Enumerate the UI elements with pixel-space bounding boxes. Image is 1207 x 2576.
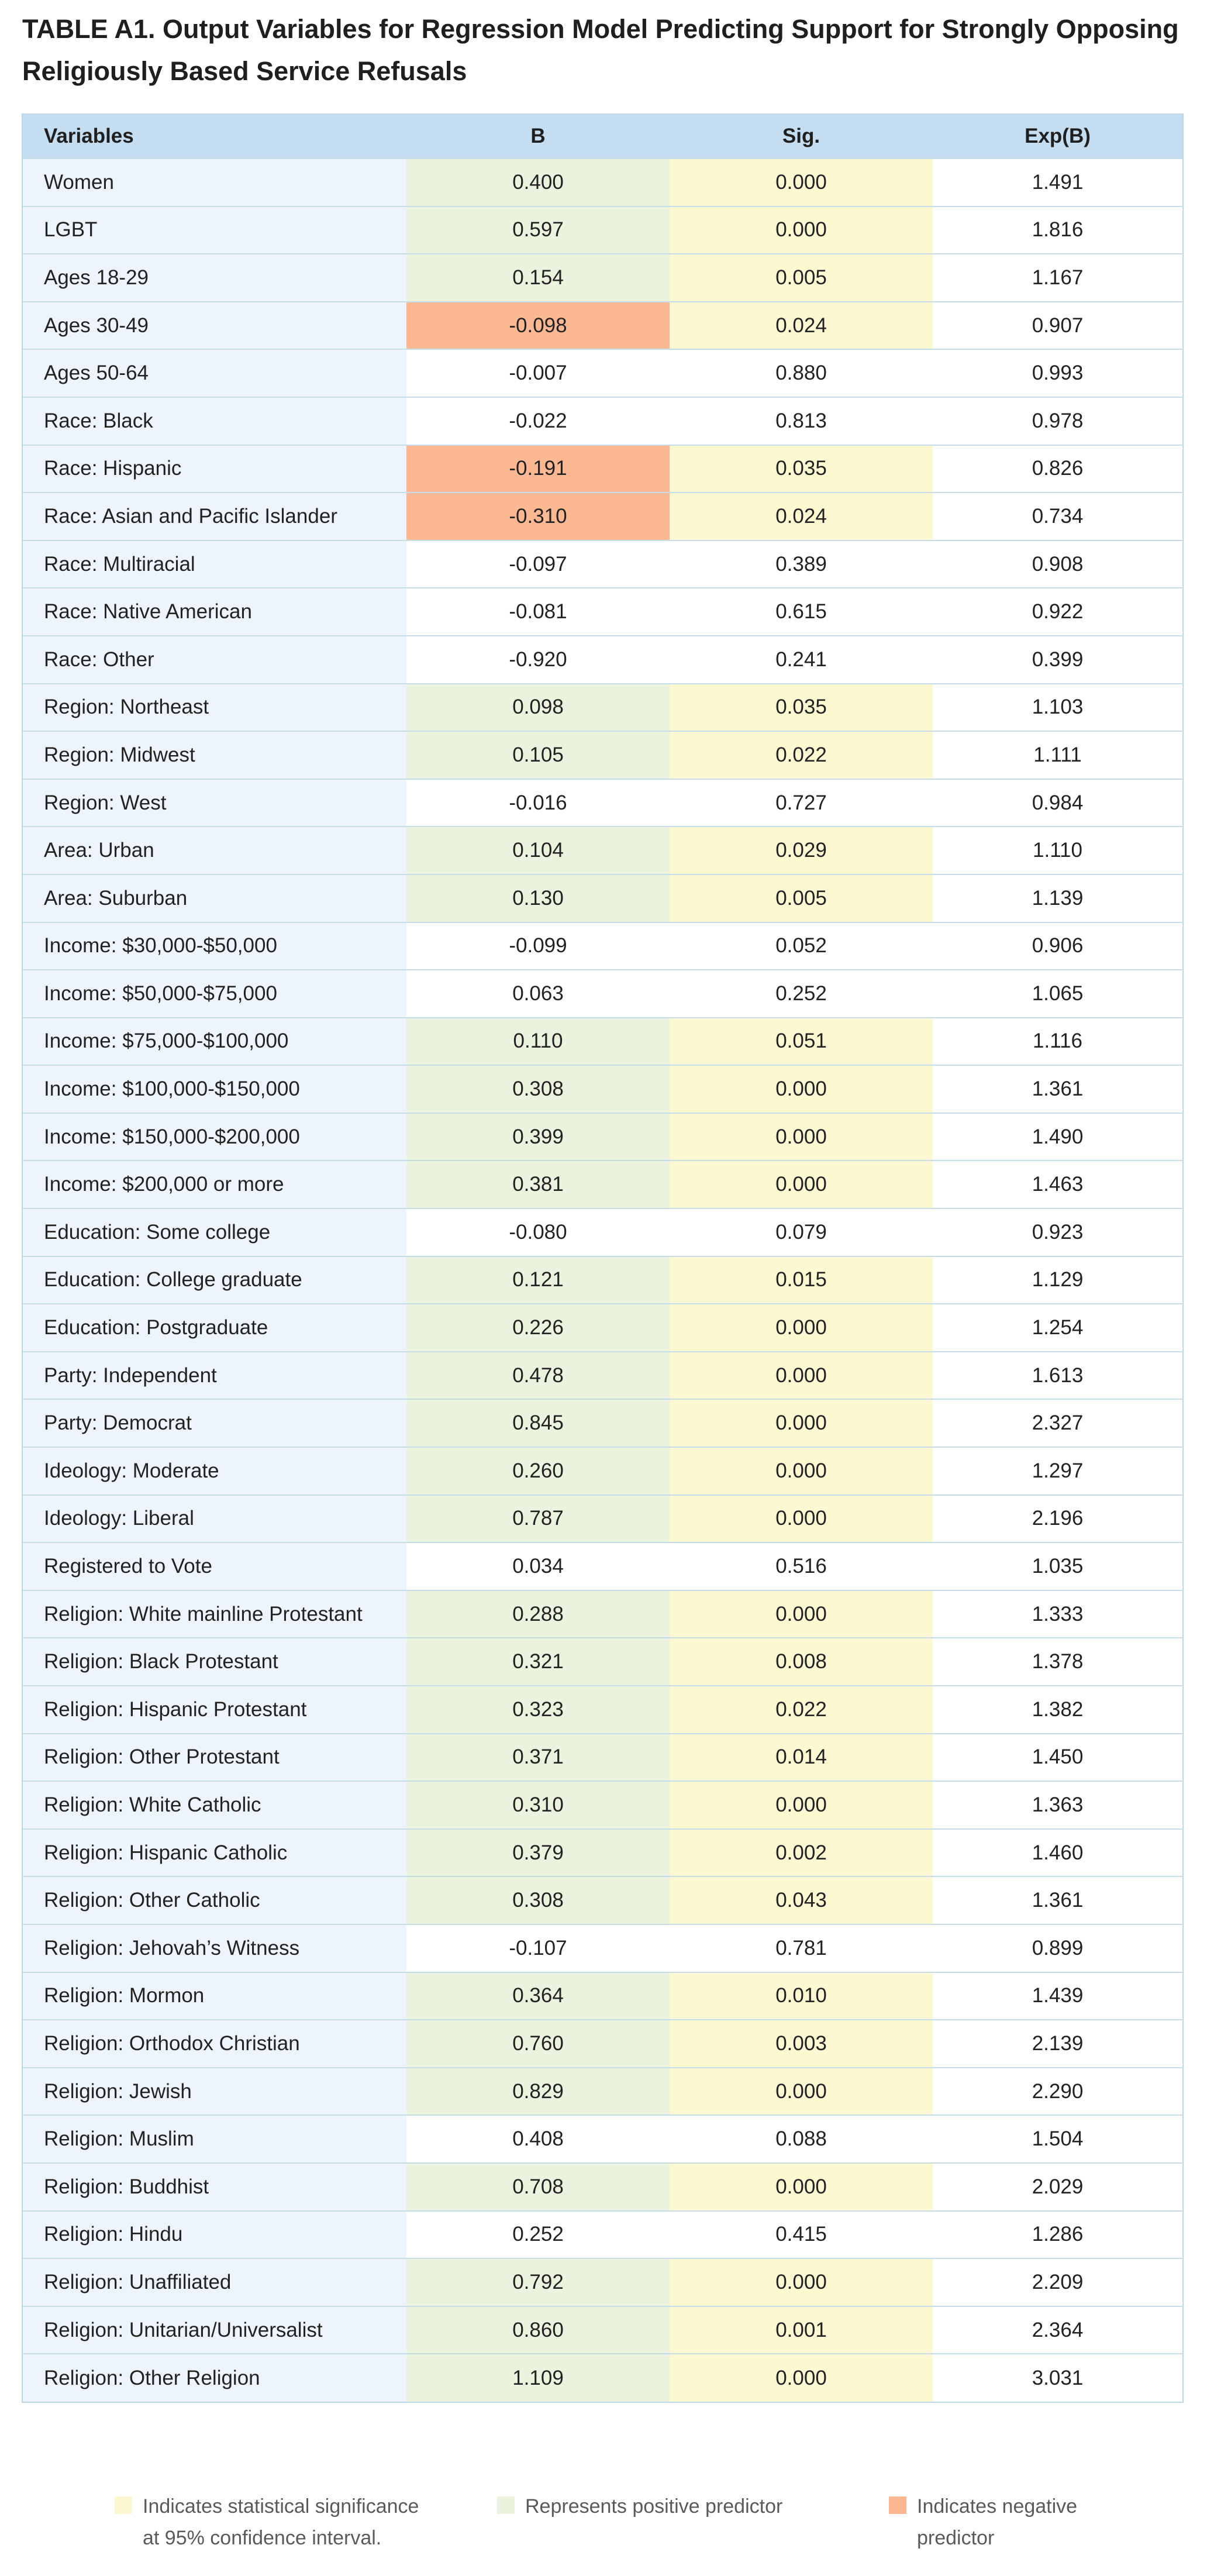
- cell-variable: Region: Northeast: [23, 684, 406, 732]
- cell-expb: 2.196: [933, 1495, 1182, 1543]
- cell-expb: 0.399: [933, 636, 1182, 684]
- table-row: [23, 1160, 1182, 1208]
- cell-variable: LGBT: [23, 206, 406, 254]
- cell-sig: 0.415: [670, 2211, 933, 2259]
- cell-b: 0.792: [406, 2258, 670, 2306]
- cell-variable: Religion: Other Religion: [23, 2354, 406, 2402]
- cell-expb: 1.460: [933, 1829, 1182, 1877]
- table-row: [23, 1972, 1182, 2020]
- cell-sig: 0.022: [670, 731, 933, 779]
- cell-variable: Income: $50,000-$75,000: [23, 970, 406, 1018]
- cell-sig: 0.000: [670, 1781, 933, 1829]
- cell-variable: Education: Some college: [23, 1208, 406, 1256]
- cell-sig: 0.052: [670, 922, 933, 970]
- table-row: [23, 2306, 1182, 2354]
- cell-variable: Religion: Orthodox Christian: [23, 2020, 406, 2068]
- cell-b: -0.310: [406, 493, 670, 540]
- cell-variable: Religion: White mainline Protestant: [23, 1590, 406, 1638]
- cell-sig: 0.727: [670, 779, 933, 827]
- cell-b: 0.260: [406, 1447, 670, 1495]
- cell-b: 1.109: [406, 2354, 670, 2402]
- cell-variable: Income: $30,000-$50,000: [23, 922, 406, 970]
- cell-variable: Party: Democrat: [23, 1399, 406, 1447]
- table-row: [23, 1734, 1182, 1782]
- column-header-b: B: [406, 115, 670, 159]
- cell-expb: 2.290: [933, 2068, 1182, 2116]
- cell-expb: 0.734: [933, 493, 1182, 540]
- cell-variable: Religion: Mormon: [23, 1972, 406, 2020]
- cell-sig: 0.000: [670, 1495, 933, 1543]
- legend-swatch-significance: [115, 2496, 132, 2514]
- cell-variable: Education: College graduate: [23, 1256, 406, 1304]
- cell-expb: 1.286: [933, 2211, 1182, 2259]
- cell-b: 0.105: [406, 731, 670, 779]
- cell-b: 0.829: [406, 2068, 670, 2116]
- cell-sig: 0.880: [670, 349, 933, 397]
- table-row: [23, 1829, 1182, 1877]
- cell-sig: 0.002: [670, 1829, 933, 1877]
- cell-variable: Race: Native American: [23, 588, 406, 636]
- cell-expb: 1.463: [933, 1160, 1182, 1208]
- cell-variable: Income: $150,000-$200,000: [23, 1113, 406, 1161]
- table-row: [23, 588, 1182, 636]
- cell-sig: 0.000: [670, 2163, 933, 2211]
- cell-sig: 0.035: [670, 684, 933, 732]
- cell-sig: 0.029: [670, 826, 933, 874]
- legend-label-line: Indicates statistical significance: [143, 2495, 419, 2518]
- cell-b: 0.381: [406, 1160, 670, 1208]
- cell-b: 0.379: [406, 1829, 670, 1877]
- cell-expb: 1.065: [933, 970, 1182, 1018]
- cell-b: -0.080: [406, 1208, 670, 1256]
- table-row: [23, 1447, 1182, 1495]
- table-row: [23, 2163, 1182, 2211]
- cell-sig: 0.000: [670, 1113, 933, 1161]
- cell-b: 0.321: [406, 1638, 670, 1686]
- cell-sig: 0.781: [670, 1924, 933, 1972]
- cell-variable: Ideology: Moderate: [23, 1447, 406, 1495]
- cell-b: -0.099: [406, 922, 670, 970]
- cell-b: 0.845: [406, 1399, 670, 1447]
- table-header-row: [23, 115, 1182, 159]
- table-row: [23, 2115, 1182, 2163]
- cell-variable: Religion: Unaffiliated: [23, 2258, 406, 2306]
- table-row: [23, 874, 1182, 922]
- cell-sig: 0.010: [670, 1972, 933, 2020]
- cell-variable: Religion: Hispanic Catholic: [23, 1829, 406, 1877]
- cell-variable: Race: Black: [23, 397, 406, 445]
- cell-variable: Race: Hispanic: [23, 445, 406, 493]
- cell-b: 0.399: [406, 1113, 670, 1161]
- table-row: [23, 1304, 1182, 1352]
- table-row: [23, 826, 1182, 874]
- cell-sig: 0.014: [670, 1734, 933, 1782]
- cell-variable: Region: Midwest: [23, 731, 406, 779]
- cell-expb: 1.378: [933, 1638, 1182, 1686]
- cell-sig: 0.000: [670, 1447, 933, 1495]
- cell-expb: 1.816: [933, 206, 1182, 254]
- cell-b: 0.308: [406, 1065, 670, 1113]
- legend-label-line: at 95% confidence interval.: [143, 2527, 382, 2549]
- cell-expb: 1.490: [933, 1113, 1182, 1161]
- table-row: [23, 1781, 1182, 1829]
- cell-b: 0.063: [406, 970, 670, 1018]
- cell-b: -0.022: [406, 397, 670, 445]
- cell-b: -0.107: [406, 1924, 670, 1972]
- table-row: [23, 206, 1182, 254]
- cell-expb: 1.035: [933, 1542, 1182, 1590]
- column-header-variables: Variables: [23, 115, 406, 159]
- cell-expb: 1.116: [933, 1018, 1182, 1066]
- cell-b: 0.110: [406, 1018, 670, 1066]
- cell-b: 0.787: [406, 1495, 670, 1543]
- table-row: [23, 1208, 1182, 1256]
- cell-variable: Religion: Unitarian/Universalist: [23, 2306, 406, 2354]
- cell-expb: 3.031: [933, 2354, 1182, 2402]
- cell-variable: Religion: Hindu: [23, 2211, 406, 2259]
- cell-sig: 0.008: [670, 1638, 933, 1686]
- cell-sig: 0.005: [670, 254, 933, 302]
- table-row: [23, 2258, 1182, 2306]
- legend-item-negative: [889, 2491, 1077, 2554]
- cell-variable: Education: Postgraduate: [23, 1304, 406, 1352]
- table-row: [23, 445, 1182, 493]
- legend-label-line: predictor: [917, 2527, 995, 2549]
- legend-label-positive: [525, 2491, 782, 2522]
- cell-b: 0.323: [406, 1686, 670, 1734]
- cell-expb: 2.364: [933, 2306, 1182, 2354]
- cell-expb: 1.450: [933, 1734, 1182, 1782]
- cell-variable: Religion: Buddhist: [23, 2163, 406, 2211]
- cell-b: -0.007: [406, 349, 670, 397]
- cell-variable: Religion: White Catholic: [23, 1781, 406, 1829]
- column-header-sig: Sig.: [670, 115, 933, 159]
- regression-table: [23, 115, 1182, 2402]
- cell-variable: Race: Multiracial: [23, 540, 406, 588]
- column-header-expb: Exp(B): [933, 115, 1182, 159]
- cell-variable: Religion: Hispanic Protestant: [23, 1686, 406, 1734]
- table-row: [23, 1876, 1182, 1924]
- cell-expb: 0.908: [933, 540, 1182, 588]
- cell-b: 0.400: [406, 159, 670, 206]
- cell-variable: Religion: Jewish: [23, 2068, 406, 2116]
- regression-table-container: [22, 113, 1184, 2403]
- cell-expb: 1.167: [933, 254, 1182, 302]
- cell-sig: 0.516: [670, 1542, 933, 1590]
- cell-variable: Religion: Other Catholic: [23, 1876, 406, 1924]
- cell-variable: Income: $100,000-$150,000: [23, 1065, 406, 1113]
- cell-sig: 0.813: [670, 397, 933, 445]
- table-row: [23, 1590, 1182, 1638]
- cell-sig: 0.003: [670, 2020, 933, 2068]
- cell-b: 0.760: [406, 2020, 670, 2068]
- cell-variable: Religion: Jehovah’s Witness: [23, 1924, 406, 1972]
- table-row: [23, 1924, 1182, 1972]
- cell-b: 0.308: [406, 1876, 670, 1924]
- cell-expb: 1.504: [933, 2115, 1182, 2163]
- cell-expb: 1.129: [933, 1256, 1182, 1304]
- cell-sig: 0.024: [670, 493, 933, 540]
- legend-label-line: Represents positive predictor: [525, 2495, 783, 2518]
- cell-variable: Religion: Muslim: [23, 2115, 406, 2163]
- cell-sig: 0.000: [670, 2258, 933, 2306]
- cell-sig: 0.000: [670, 1304, 933, 1352]
- table-row: [23, 1352, 1182, 1400]
- cell-expb: 1.139: [933, 874, 1182, 922]
- cell-b: 0.226: [406, 1304, 670, 1352]
- table-row: [23, 540, 1182, 588]
- table-row: [23, 970, 1182, 1018]
- table-row: [23, 1542, 1182, 1590]
- cell-sig: 0.252: [670, 970, 933, 1018]
- cell-variable: Income: $75,000-$100,000: [23, 1018, 406, 1066]
- table-body: [23, 159, 1182, 2402]
- cell-expb: 2.209: [933, 2258, 1182, 2306]
- cell-variable: Ages 18-29: [23, 254, 406, 302]
- table-title: TABLE A1. Output Variables for Regression Model Predicting Support for Strongly Opposing Religiously Based Service Refusals: [22, 14, 1179, 86]
- table-row: [23, 397, 1182, 445]
- cell-expb: 1.333: [933, 1590, 1182, 1638]
- cell-b: 0.252: [406, 2211, 670, 2259]
- cell-sig: 0.000: [670, 206, 933, 254]
- cell-b: 0.154: [406, 254, 670, 302]
- cell-b: 0.288: [406, 1590, 670, 1638]
- cell-sig: 0.051: [670, 1018, 933, 1066]
- cell-b: 0.478: [406, 1352, 670, 1400]
- legend-swatch-positive: [497, 2496, 515, 2514]
- cell-b: 0.130: [406, 874, 670, 922]
- cell-expb: 0.826: [933, 445, 1182, 493]
- cell-expb: 2.139: [933, 2020, 1182, 2068]
- cell-expb: 1.382: [933, 1686, 1182, 1734]
- table-row: [23, 684, 1182, 732]
- cell-expb: 0.993: [933, 349, 1182, 397]
- cell-sig: 0.022: [670, 1686, 933, 1734]
- cell-sig: 0.015: [670, 1256, 933, 1304]
- cell-variable: Race: Other: [23, 636, 406, 684]
- cell-b: 0.860: [406, 2306, 670, 2354]
- cell-expb: 1.613: [933, 1352, 1182, 1400]
- table-row: [23, 1399, 1182, 1447]
- legend-item-positive: [497, 2491, 782, 2522]
- cell-sig: 0.241: [670, 636, 933, 684]
- cell-expb: 2.327: [933, 1399, 1182, 1447]
- table-row: [23, 1686, 1182, 1734]
- table-row: [23, 1018, 1182, 1066]
- cell-expb: 0.922: [933, 588, 1182, 636]
- cell-variable: Area: Urban: [23, 826, 406, 874]
- cell-sig: 0.000: [670, 2354, 933, 2402]
- cell-variable: Region: West: [23, 779, 406, 827]
- cell-sig: 0.000: [670, 1590, 933, 1638]
- cell-b: -0.016: [406, 779, 670, 827]
- cell-b: -0.081: [406, 588, 670, 636]
- cell-variable: Women: [23, 159, 406, 206]
- table-row: [23, 302, 1182, 350]
- cell-sig: 0.000: [670, 2068, 933, 2116]
- cell-sig: 0.000: [670, 1352, 933, 1400]
- cell-expb: 0.907: [933, 302, 1182, 350]
- cell-expb: 1.111: [933, 731, 1182, 779]
- cell-expb: 0.923: [933, 1208, 1182, 1256]
- cell-b: 0.408: [406, 2115, 670, 2163]
- cell-b: -0.920: [406, 636, 670, 684]
- cell-b: -0.098: [406, 302, 670, 350]
- table-row: [23, 254, 1182, 302]
- legend-swatch-negative: [889, 2496, 906, 2514]
- cell-variable: Party: Independent: [23, 1352, 406, 1400]
- cell-expb: 2.029: [933, 2163, 1182, 2211]
- cell-b: 0.104: [406, 826, 670, 874]
- legend-label-negative: [917, 2491, 1077, 2554]
- table-row: [23, 922, 1182, 970]
- table-row: [23, 2354, 1182, 2402]
- legend-label-significance: [143, 2491, 419, 2554]
- table-row: [23, 1065, 1182, 1113]
- table-row: [23, 349, 1182, 397]
- cell-sig: 0.079: [670, 1208, 933, 1256]
- table-row: [23, 2068, 1182, 2116]
- legend: [0, 2491, 1207, 2561]
- table-row: [23, 2211, 1182, 2259]
- cell-expb: 1.439: [933, 1972, 1182, 2020]
- cell-sig: 0.024: [670, 302, 933, 350]
- table-row: [23, 493, 1182, 540]
- cell-expb: 1.103: [933, 684, 1182, 732]
- cell-variable: Income: $200,000 or more: [23, 1160, 406, 1208]
- cell-b: 0.708: [406, 2163, 670, 2211]
- cell-b: 0.098: [406, 684, 670, 732]
- cell-expb: 0.978: [933, 397, 1182, 445]
- cell-variable: Ages 50-64: [23, 349, 406, 397]
- cell-b: 0.364: [406, 1972, 670, 2020]
- cell-sig: 0.000: [670, 159, 933, 206]
- cell-sig: 0.001: [670, 2306, 933, 2354]
- cell-expb: 1.110: [933, 826, 1182, 874]
- table-row: [23, 731, 1182, 779]
- cell-variable: Registered to Vote: [23, 1542, 406, 1590]
- cell-expb: 1.297: [933, 1447, 1182, 1495]
- cell-sig: 0.000: [670, 1160, 933, 1208]
- table-row: [23, 636, 1182, 684]
- table-row: [23, 1495, 1182, 1543]
- cell-sig: 0.088: [670, 2115, 933, 2163]
- cell-variable: Race: Asian and Pacific Islander: [23, 493, 406, 540]
- cell-variable: Ideology: Liberal: [23, 1495, 406, 1543]
- legend-item-significance: [115, 2491, 419, 2554]
- table-row: [23, 2020, 1182, 2068]
- cell-b: 0.121: [406, 1256, 670, 1304]
- cell-expb: 1.363: [933, 1781, 1182, 1829]
- cell-expb: 0.906: [933, 922, 1182, 970]
- legend-label-line: Indicates negative: [917, 2495, 1078, 2518]
- cell-expb: 1.491: [933, 159, 1182, 206]
- cell-b: -0.097: [406, 540, 670, 588]
- cell-sig: 0.035: [670, 445, 933, 493]
- cell-b: -0.191: [406, 445, 670, 493]
- cell-variable: Religion: Other Protestant: [23, 1734, 406, 1782]
- cell-b: 0.034: [406, 1542, 670, 1590]
- cell-sig: 0.000: [670, 1065, 933, 1113]
- cell-sig: 0.005: [670, 874, 933, 922]
- cell-expb: 0.899: [933, 1924, 1182, 1972]
- cell-expb: 1.254: [933, 1304, 1182, 1352]
- cell-sig: 0.615: [670, 588, 933, 636]
- table-row: [23, 1256, 1182, 1304]
- table-row: [23, 779, 1182, 827]
- cell-expb: 0.984: [933, 779, 1182, 827]
- cell-b: 0.310: [406, 1781, 670, 1829]
- cell-sig: 0.000: [670, 1399, 933, 1447]
- cell-b: 0.597: [406, 206, 670, 254]
- cell-expb: 1.361: [933, 1065, 1182, 1113]
- cell-variable: Ages 30-49: [23, 302, 406, 350]
- cell-variable: Religion: Black Protestant: [23, 1638, 406, 1686]
- cell-variable: Area: Suburban: [23, 874, 406, 922]
- cell-expb: 1.361: [933, 1876, 1182, 1924]
- cell-sig: 0.389: [670, 540, 933, 588]
- table-row: [23, 159, 1182, 206]
- table-row: [23, 1638, 1182, 1686]
- cell-b: 0.371: [406, 1734, 670, 1782]
- cell-sig: 0.043: [670, 1876, 933, 1924]
- table-row: [23, 1113, 1182, 1161]
